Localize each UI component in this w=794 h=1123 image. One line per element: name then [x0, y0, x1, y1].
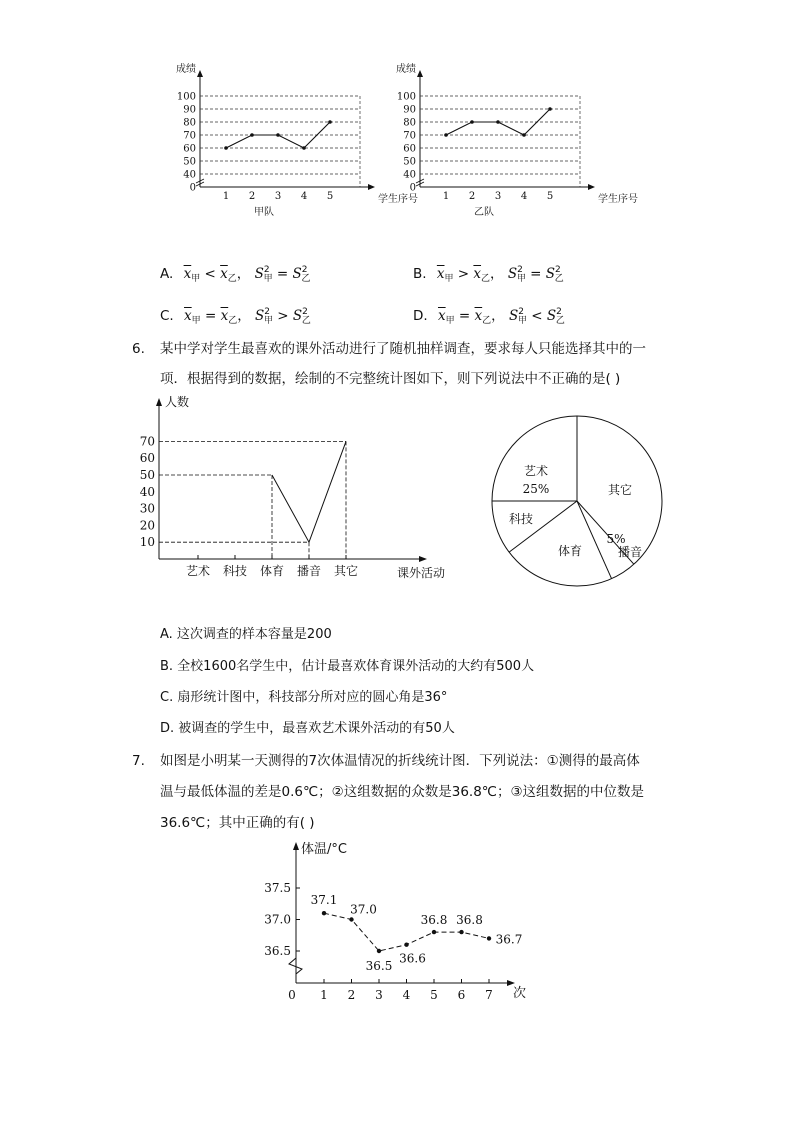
q6-line-chart [135, 392, 455, 587]
jia-y-tick-label: 50 [183, 156, 196, 168]
q6-x-tick-label: 其它 [333, 564, 359, 578]
q7-y-tick-label: 36.5 [264, 944, 291, 958]
q7-origin-label: 0 [288, 988, 296, 1002]
q7-x-tick-label: 5 [430, 988, 438, 1002]
q6-option-d: D. 被调查的学生中，最喜欢艺术课外活动的有50人 [160, 721, 455, 736]
q6-y-tick-label: 70 [139, 434, 155, 449]
q7-data-label: 37.1 [310, 893, 338, 908]
yi-y-tick-label: 60 [403, 143, 416, 155]
q6-number: 6. [132, 341, 145, 357]
q7-x-tick-label: 6 [457, 988, 466, 1002]
jia-y-tick-label: 80 [183, 117, 196, 129]
yi-data-point [444, 133, 448, 137]
q6-y-tick-label: 50 [139, 468, 155, 482]
q5-option-c: C. $\overline{x}_甲 = \overline{x}_乙$， $S^2_甲 > S^2_乙$ [160, 307, 311, 326]
jia-data-point [224, 146, 228, 150]
yi-data-point [470, 120, 474, 124]
yi-y-tick-label: 0 [409, 182, 416, 194]
jia-data-point [302, 146, 306, 150]
q7-y-tick-label: 37.0 [264, 912, 291, 927]
q7-data-label: 36.7 [495, 932, 523, 947]
q6-y-arrow [156, 398, 162, 406]
q7-x-tick-label: 2 [347, 988, 356, 1002]
q6-y-tick-label: 10 [139, 535, 155, 550]
yi-x-tick-label: 5 [546, 191, 554, 202]
yi-y-tick-label: 50 [403, 156, 416, 168]
q7-x-tick-label: 7 [485, 988, 493, 1002]
jia-y-tick-label: 70 [183, 130, 196, 142]
q7-x-tick-label: 3 [375, 988, 383, 1002]
jia-y-tick-label: 0 [189, 182, 196, 194]
yi-y-tick-label: 80 [403, 117, 416, 129]
q7-y-axis-label: 体温/°C [301, 842, 347, 857]
q6-pie-chart [488, 412, 666, 590]
q7-x-tick-label: 4 [402, 988, 411, 1002]
yi-x-tick-label: 3 [494, 191, 502, 202]
jia-x-axis-label: 学生序号 [378, 194, 418, 205]
jia-y-tick-label: 90 [183, 104, 196, 116]
q7-data-point [322, 911, 326, 915]
q7-stem-line3: 36.6℃；其中正确的有( ) [160, 815, 315, 831]
pie-label-broadcast: 播音 [617, 545, 643, 559]
jia-y-tick-label: 100 [176, 91, 196, 103]
yi-y-tick-label: 100 [396, 91, 416, 103]
yi-caption: 乙队 [474, 207, 494, 218]
q6-y-tick-label: 40 [139, 484, 155, 499]
jia-caption: 甲队 [254, 207, 274, 218]
q5-option-b: B. $\overline{x}_甲 > \overline{x}_乙$， $S^2_甲 = S^2_乙$ [413, 265, 564, 284]
jia-y-arrow [197, 70, 203, 77]
q6-x-axis-label: 课外活动 [397, 566, 446, 580]
yi-y-tick-label: 70 [403, 130, 416, 142]
pie-label-broadcast-pct: 5% [606, 532, 626, 546]
q7-data-label: 36.6 [399, 951, 426, 966]
q6-option-c: C. 扇形统计图中，科技部分所对应的圆心角是36° [160, 690, 448, 705]
q7-y-tick-label: 37.5 [264, 881, 291, 895]
q7-data-point [349, 917, 353, 921]
q7-data-point [459, 930, 463, 934]
q6-option-a: A. 这次调查的样本容量是200 [160, 627, 332, 642]
q6-stem-line1: 某中学对学生最喜欢的课外活动进行了随机抽样调查，要求每人只能选择其中的一 [160, 341, 646, 357]
yi-data-point [496, 120, 500, 124]
q6-series-line [272, 441, 346, 542]
q7-y-arrow [293, 842, 299, 850]
q7-number: 7. [132, 753, 145, 769]
yi-y-tick-label: 90 [403, 104, 416, 116]
yi-x-tick-label: 1 [442, 191, 450, 202]
q7-data-label: 36.8 [456, 913, 483, 928]
jia-y-axis-label: 成绩 [176, 64, 196, 75]
pie-label-other: 其它 [607, 483, 633, 497]
q7-x-tick-label: 1 [320, 988, 328, 1002]
chart-yi [380, 55, 638, 220]
q7-data-label: 36.5 [365, 959, 393, 973]
chart-jia [160, 55, 418, 220]
jia-x-tick-label: 5 [326, 191, 334, 202]
jia-y-tick-label: 60 [183, 143, 196, 155]
yi-y-axis-label: 成绩 [396, 64, 416, 75]
jia-x-arrow [368, 184, 375, 190]
q7-data-point [487, 936, 491, 940]
yi-x-arrow [588, 184, 595, 190]
q7-data-point [404, 943, 408, 947]
q6-y-tick-label: 20 [139, 518, 155, 533]
q6-x-tick-label: 艺术 [185, 564, 211, 578]
q5-option-d: D. $\overline{x}_甲 = \overline{x}_乙$， $S^2_甲 < S^2_乙$ [413, 307, 565, 326]
yi-y-arrow [417, 70, 423, 77]
jia-y-tick-label: 40 [183, 169, 196, 181]
yi-x-tick-label: 2 [468, 191, 476, 202]
q6-x-tick-label: 体育 [259, 564, 285, 578]
yi-y-tick-label: 40 [403, 169, 416, 181]
jia-x-tick-label: 3 [274, 191, 282, 202]
q7-x-axis-label: 次 [513, 986, 527, 1001]
pie-label-pe: 体育 [557, 544, 583, 558]
q7-data-label: 36.8 [420, 913, 448, 928]
q7-data-label: 37.0 [350, 902, 377, 917]
yi-data-point [548, 107, 552, 111]
jia-data-point [250, 133, 254, 137]
q6-x-tick-label: 播音 [296, 564, 322, 578]
pie-label-tech: 科技 [508, 512, 534, 526]
q6-stem-line2: 项．根据得到的数据，绘制的不完整统计图如下，则下列说法中不正确的是( ) [160, 371, 621, 387]
q6-option-b: B. 全校1600名学生中，估计最喜欢体育课外活动的大约有500人 [160, 659, 535, 674]
pie-label-art: 艺术 [523, 464, 549, 478]
yi-data-point [522, 133, 526, 137]
q7-data-point [432, 930, 436, 934]
q6-y-axis-label: 人数 [165, 395, 190, 409]
pie-label-art-pct: 25% [522, 482, 550, 496]
q6-x-arrow [419, 556, 427, 562]
jia-x-tick-label: 4 [300, 191, 308, 202]
jia-data-point [328, 120, 332, 124]
q6-y-tick-label: 60 [139, 451, 155, 466]
q6-y-tick-label: 30 [139, 501, 155, 516]
jia-x-tick-label: 2 [248, 191, 256, 202]
q6-x-tick-label: 科技 [222, 564, 248, 578]
q7-stem-line1: 如图是小明某一天测得的7次体温情况的折线统计图．下列说法：①测得的最高体 [160, 753, 640, 769]
yi-x-tick-label: 4 [520, 191, 528, 202]
yi-x-axis-label: 学生序号 [598, 194, 638, 205]
jia-x-tick-label: 1 [222, 191, 230, 202]
q7-temperature-chart [255, 838, 545, 1013]
jia-data-point [276, 133, 280, 137]
q5-option-a: A. $\overline{x}_甲 < \overline{x}_乙$， $S^2_甲 = S^2_乙$ [160, 265, 311, 284]
q7-stem-line2: 温与最低体温的差是0.6℃；②这组数据的众数是36.8℃；③这组数据的中位数是 [160, 784, 645, 800]
q7-data-point [377, 949, 381, 953]
